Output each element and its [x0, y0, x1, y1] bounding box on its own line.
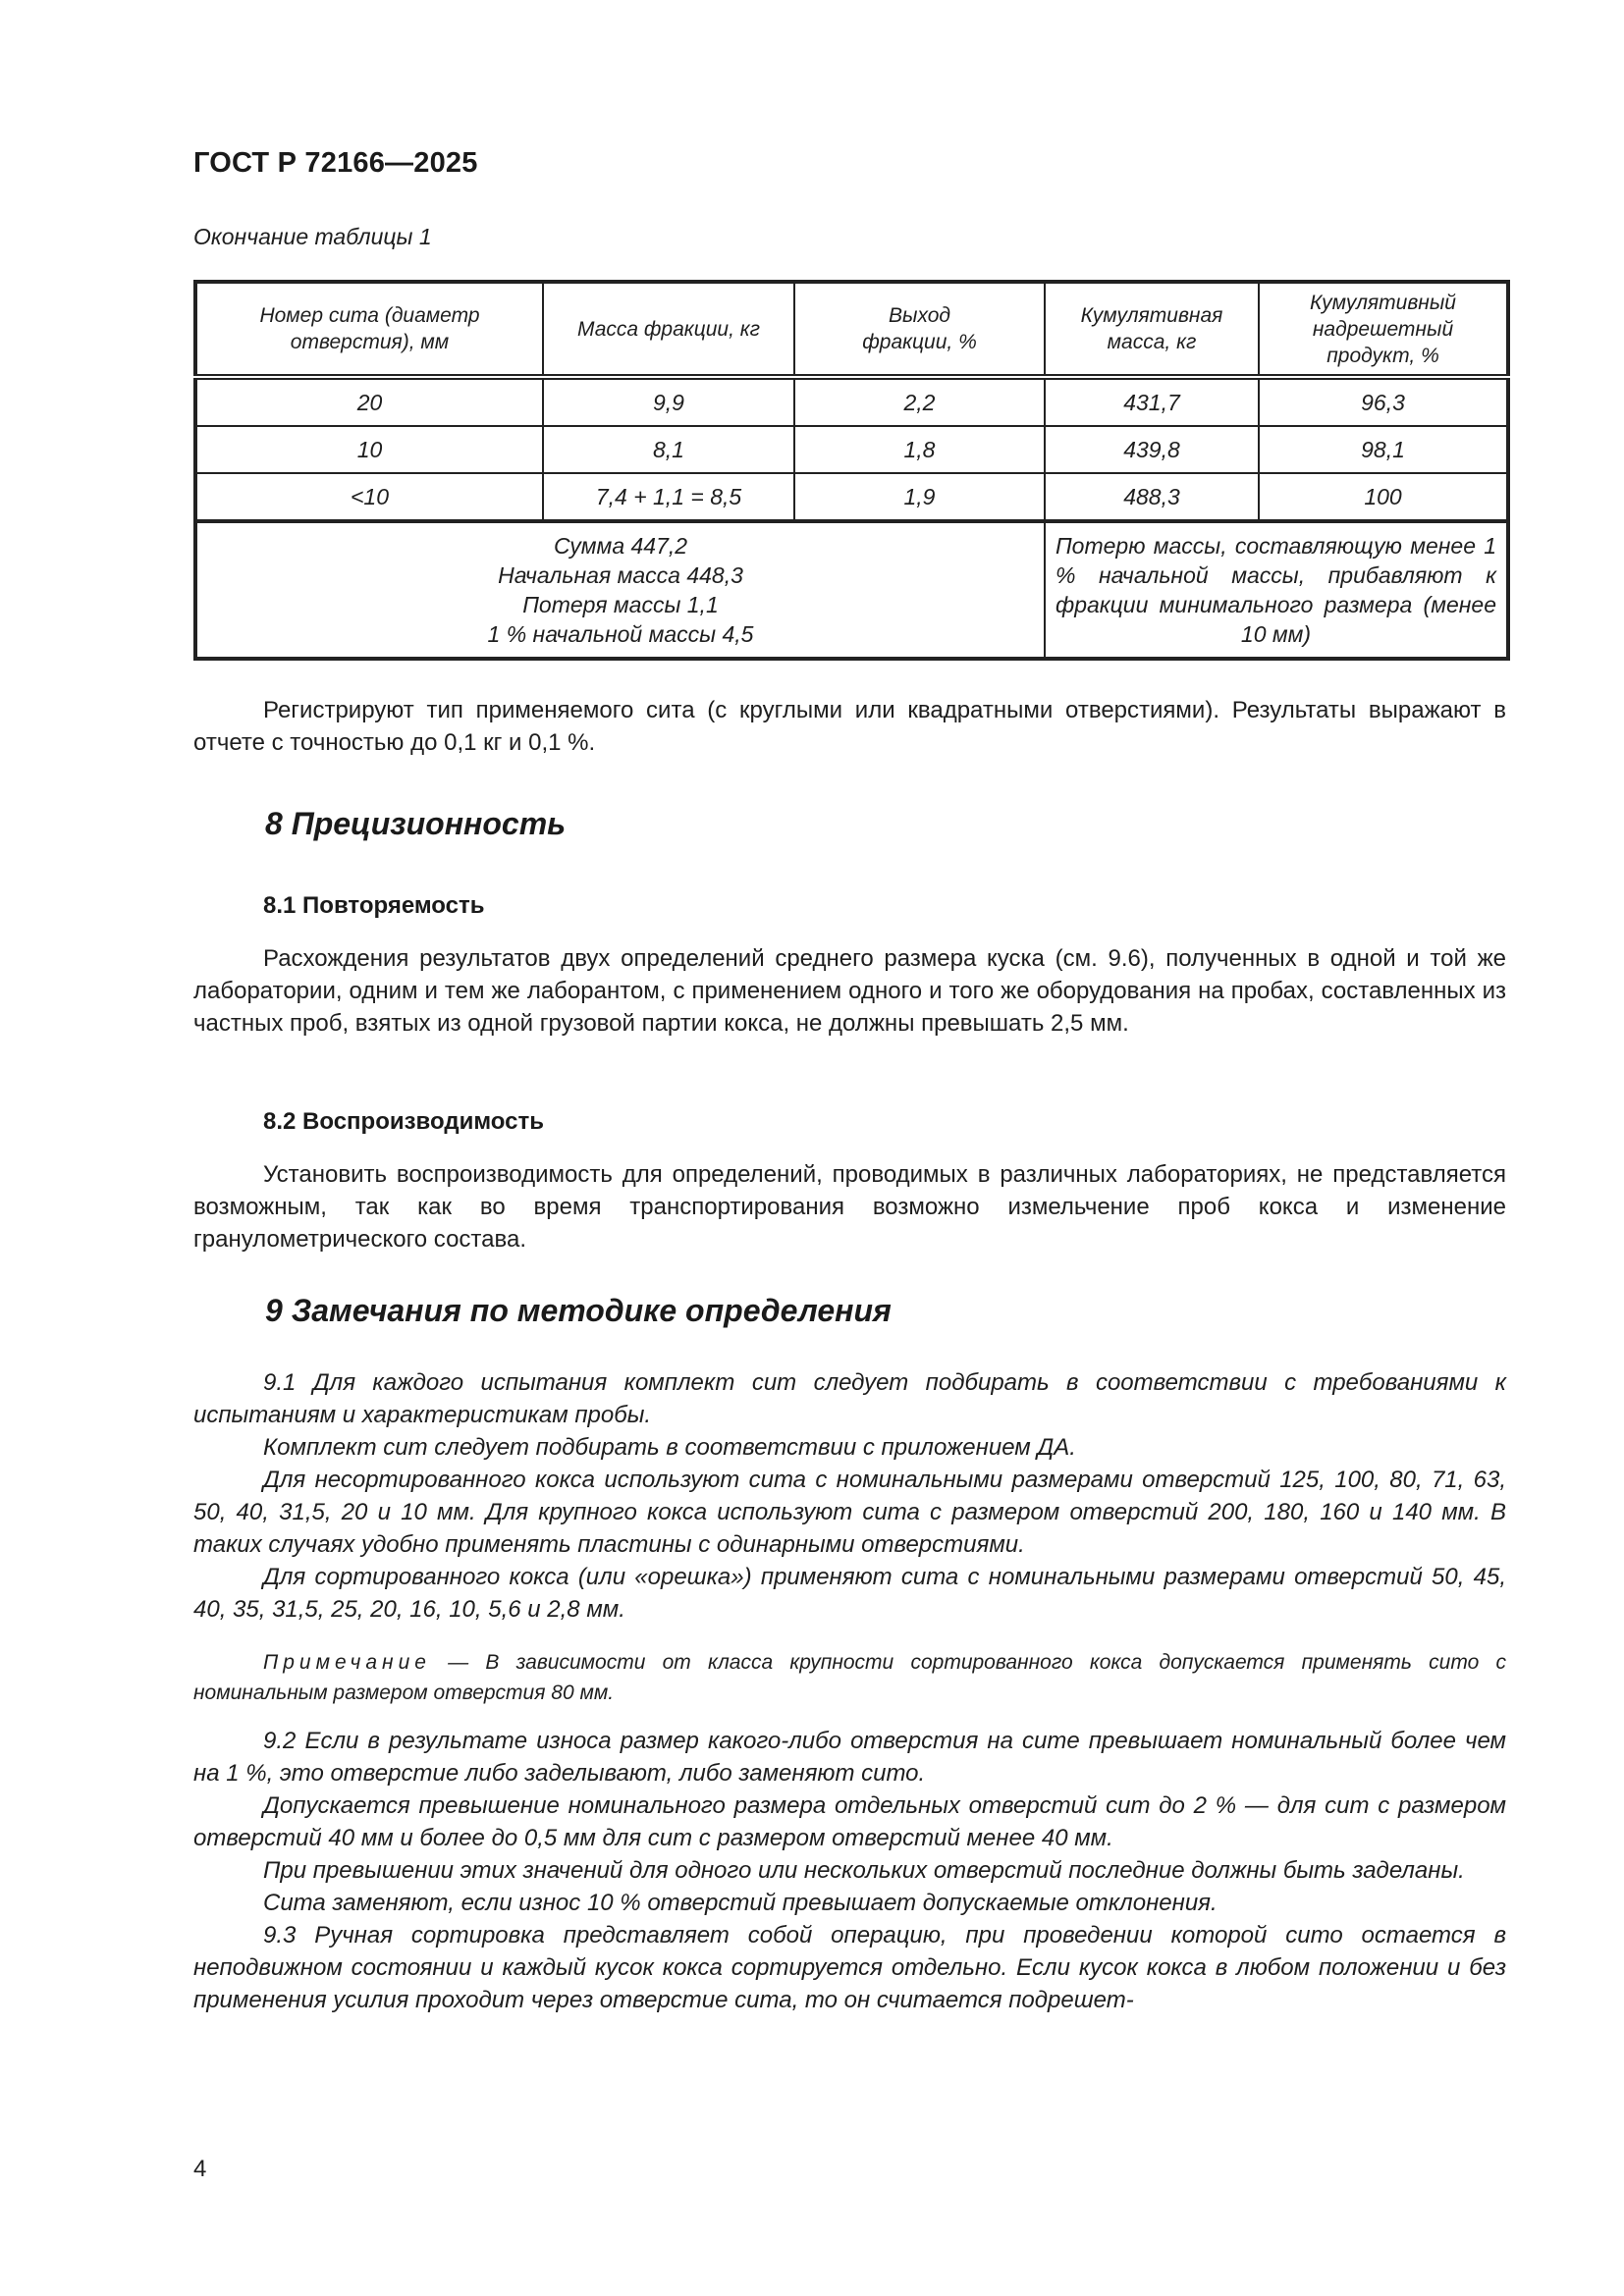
- summary-mass-loss: Потеря массы 1,1: [522, 592, 719, 617]
- table-summary-row: [195, 521, 1508, 659]
- document-code: ГОСТ Р 72166—2025: [193, 147, 478, 179]
- section-9-1-paragraph: Комплект сит следует подбирать в соответствии с приложением ДА.: [263, 1434, 1076, 1461]
- cell-yield: 1,9: [794, 473, 1045, 521]
- section-9-heading: 9 Замечания по методике определения: [265, 1293, 892, 1328]
- section-8-1-block: [193, 942, 1506, 1040]
- section-8-1-heading: 8.1 Повторяемость: [263, 892, 485, 919]
- column-header-sieve-number: Номер сита (диаметр отверстия), мм: [195, 282, 543, 377]
- cell-mass: 7,4 + 1,1 = 8,5: [543, 473, 794, 521]
- summary-one-percent: 1 % начальной массы 4,5: [487, 621, 754, 647]
- cell-sieve: <10: [195, 473, 543, 521]
- results-paragraph: Регистрируют тип применяемого сита (с круглыми или квадратными отверстиями). Результаты выражают в отчете с точностью до 0,1 кг и 0,1 %.: [193, 697, 1506, 756]
- results-paragraph-block: [193, 694, 1506, 759]
- cell-cumulative-oversize: 98,1: [1259, 426, 1508, 473]
- table-1-continuation: [193, 280, 1506, 661]
- section-8-1-text: Расхождения результатов двух определений среднего размера куска (см. 9.6), полученных в одной и той же лаборатории, одним и тем же лаборантом, с применением одного и того же оборудования на пробах, составленных из частных проб, взятых из одной грузовой партии кокса, не должны превышать 2,5 мм.: [193, 945, 1506, 1037]
- table-caption: Окончание таблицы 1: [193, 224, 432, 249]
- summary-totals-cell: [195, 521, 1045, 659]
- note-paragraph: [193, 1647, 1506, 1708]
- table-row: [195, 426, 1508, 473]
- section-9-1-paragraph: Для сортированного кокса (или «орешка») применяют сита с номинальными размерами отверстий 50, 45, 40, 35, 31,5, 25, 20, 16, 10, 5,6 и 2,8 мм.: [193, 1564, 1506, 1623]
- section-9-1-paragraph: Для несортированного кокса используют сита с номинальными размерами отверстий 125, 100, 80, 71, 63, 50, 40, 31,5, 20 и 10 мм. Для крупного кокса используют сита с размером отверстий 200, 180, 160 и 140 мм. В таких случаях удобно применять пластины с одинарными отверстиями.: [193, 1467, 1506, 1558]
- cell-cumulative-oversize: 96,3: [1259, 377, 1508, 426]
- note-block: [193, 1647, 1506, 1708]
- column-header-fraction-mass: Масса фракции, кг: [543, 282, 794, 377]
- section-8-2-text: Установить воспроизводимость для определений, проводимых в различных лабораториях, не представляется возможным, так как во время транспортирования возможно измельчение проб кокса и изменение гранулометрического состава.: [193, 1161, 1506, 1253]
- section-8-2-block: [193, 1158, 1506, 1255]
- cell-cumulative-mass: 439,8: [1045, 426, 1259, 473]
- section-9-2-paragraph: 9.2 Если в результате износа размер какого-либо отверстия на сите превышает номинальный более чем на 1 %, это отверстие либо заделывают, либо заменяют сито.: [193, 1728, 1506, 1787]
- section-9-2-paragraph: При превышении этих значений для одного или нескольких отверстий последние должны быть заделаны.: [263, 1857, 1465, 1884]
- summary-note-cell: Потерю массы, составляющую менее 1 % начальной массы, прибавляют к фракции минимального размера (менее 10 мм): [1045, 521, 1508, 659]
- note-label: Примечание: [263, 1651, 431, 1674]
- cell-mass: 8,1: [543, 426, 794, 473]
- cell-cumulative-mass: 431,7: [1045, 377, 1259, 426]
- summary-initial-mass: Начальная масса 448,3: [498, 562, 743, 588]
- summary-sum: Сумма 447,2: [553, 533, 688, 559]
- cell-sieve: 20: [195, 377, 543, 426]
- column-header-cumulative-oversize: Кумулятивный надрешетный продукт, %: [1259, 282, 1508, 377]
- section-9-1-block: [193, 1366, 1506, 1626]
- section-9-2-paragraph: Допускается превышение номинального размера отдельных отверстий сит до 2 % — для сит с размером отверстий 40 мм и более до 0,5 мм для сит с размером отверстий менее 40 мм.: [193, 1792, 1506, 1851]
- cell-cumulative-mass: 488,3: [1045, 473, 1259, 521]
- cell-yield: 1,8: [794, 426, 1045, 473]
- page-number: 4: [193, 2156, 207, 2182]
- section-8-heading: 8 Прецизионность: [265, 806, 567, 841]
- section-9-1-paragraph: 9.1 Для каждого испытания комплект сит следует подбирать в соответствии с требованиями к испытаниям и характеристикам пробы.: [193, 1369, 1506, 1428]
- section-8-2-heading: 8.2 Воспроизводимость: [263, 1108, 544, 1135]
- table-header-row: [195, 282, 1508, 377]
- cell-sieve: 10: [195, 426, 543, 473]
- column-header-cumulative-mass: Кумулятивная масса, кг: [1045, 282, 1259, 377]
- section-9-2-paragraph: Сита заменяют, если износ 10 % отверстий превышает допускаемые отклонения.: [263, 1890, 1218, 1916]
- table-row: [195, 377, 1508, 426]
- note-text: — В зависимости от класса крупности сортированного кокса допускается применять сито с номинальным размером отверстия 80 мм.: [193, 1651, 1506, 1704]
- cell-cumulative-oversize: 100: [1259, 473, 1508, 521]
- cell-mass: 9,9: [543, 377, 794, 426]
- sieve-results-table: [193, 280, 1510, 661]
- section-9-3-paragraph: 9.3 Ручная сортировка представляет собой операцию, при проведении которой сито остается в неподвижном состоянии и каждый кусок кокса сортируется отдельно. Если кусок кокса в любом положении и без применения усилия проходит через отверстие сита, то он считается подрешет-: [193, 1922, 1506, 2013]
- table-row: [195, 473, 1508, 521]
- column-header-fraction-yield: Выход фракции, %: [794, 282, 1045, 377]
- cell-yield: 2,2: [794, 377, 1045, 426]
- section-9-2-block: [193, 1725, 1506, 2016]
